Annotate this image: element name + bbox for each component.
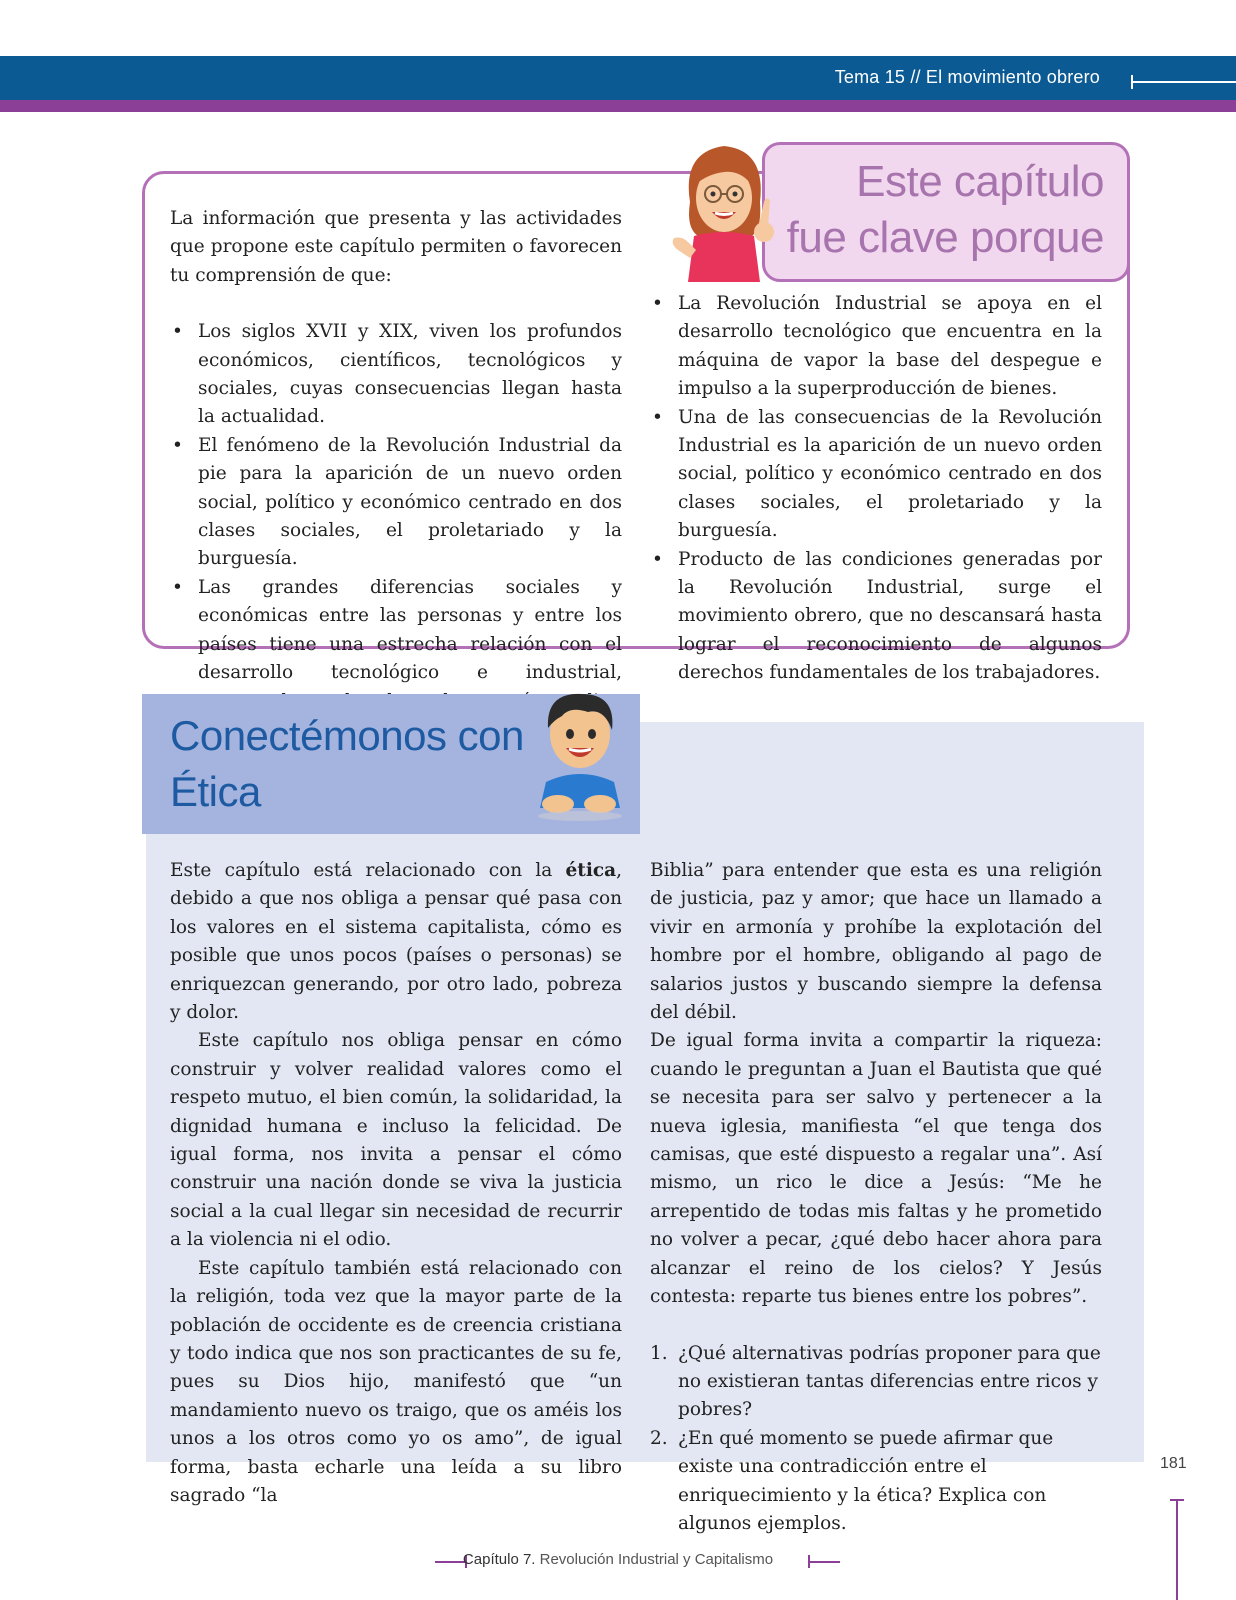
- question-text: ¿En qué momento se puede afirmar que existe una contradicción entre el enriquecimiento y la ética? Explica con algunos ejemplos.: [678, 1427, 1054, 1534]
- etica-p1-after: , debido a que nos obliga a pensar qué pasa con los valores en el sistema capitalista, cómo es posible que unos pocos (países o personas) se enriquezcan generando, por otro lado, pobreza y dolor.: [170, 860, 622, 1024]
- etica-title-line1: Conectémonos con: [170, 712, 524, 759]
- etica-paragraph-1: [170, 857, 622, 1027]
- girl-teacher-avatar-icon: [668, 132, 780, 282]
- question-item: [650, 1425, 1102, 1539]
- clave-left-column: [170, 205, 622, 716]
- etica-p1-bold: ética: [565, 860, 617, 881]
- question-text: ¿Qué alternativas podrías proponer para que no existieran tantas diferencias entre ricos y pobres?: [678, 1342, 1101, 1421]
- question-item: [650, 1340, 1102, 1425]
- page-margin-line: [1176, 1500, 1178, 1600]
- list-item: • La Revolución Industrial se apoya en el desarrollo tecnológico que encuentra en la máquina de vapor la base del despegue e impulso a la superproducción de bienes.: [650, 290, 1102, 404]
- etica-paragraph-5: De igual forma invita a compartir la riqueza: cuando le preguntan a Juan el Bautista que qué se necesita para ser salvo y pertenecer a la nueva iglesia, manifiesta “el que tenga dos camisas, que esté dispuesto a regalar una”. Así mismo, un rico le dice a Jesús: “Me he arrepentido de todas mis faltas y he prometido no volver a pecar, ¿qué debo hacer ahora para alcanzar el reino de los cielos? Y Jesús contesta: reparte tus bienes entre los pobres”.: [650, 1030, 1102, 1308]
- etica-questions: [650, 1340, 1102, 1539]
- footer-chapter-title: Revolución Industrial y Capitalismo: [535, 1551, 774, 1568]
- etica-paragraph-4: Biblia” para entender que esta es una religión de justicia, paz y amor; que hace un llamado a vivir en armonía y prohíbe la explotación del hombre por el hombre, obligando al pago de salarios justos y buscando siempre la defensa del débil.: [650, 860, 1102, 1024]
- page-number: 181: [1160, 1455, 1187, 1472]
- clave-title-line2: fue clave porque: [786, 213, 1104, 262]
- clave-right-list: [650, 290, 1102, 688]
- clave-title-line1: Este capítulo: [856, 157, 1104, 206]
- header-stripe: [0, 100, 1236, 112]
- etica-left-column: [170, 857, 622, 1510]
- list-item: • Una de las consecuencias de la Revolución Industrial es la aparición de un nuevo orden social, político y económico centrado en dos clases sociales, el proletariado y la burguesía.: [650, 404, 1102, 546]
- list-item: • Producto de las condiciones generadas por la Revolución Industrial, surge el movimiento obrero, que no descansará hasta lograr el reconocimiento de algunos derechos fundamentales de los trabajadores.: [650, 546, 1102, 688]
- question-number: 2.: [650, 1427, 668, 1449]
- list-item: • Los siglos XVII y XIX, viven los profundos económicos, científicos, tecnológicos y sociales, cuyas consecuencias llegan hasta la actualidad.: [170, 318, 622, 432]
- clave-title: [772, 154, 1104, 266]
- clave-right-column: [650, 290, 1102, 688]
- etica-paragraph-3: Este capítulo también está relacionado con la religión, toda vez que la mayor parte de la población de occidente es de creencia cristiana y todo indica que nos son practicantes de su fe, pues su Dios hijo, manifestó que “un mandamiento nuevo os traigo, que os améis los unos a los otros como yo os amo”, de igual forma, basta echarle una leída a su libro sagrado “la: [170, 1257, 622, 1506]
- boy-student-avatar-icon: [528, 686, 632, 824]
- footer-chapter-label: Capítulo 7.: [462, 1551, 536, 1568]
- etica-paragraph-2: Este capítulo nos obliga pensar en cómo construir y volver realidad valores como el respeto mutuo, el bien común, la solidaridad, la dignidad humana e incluso la felicidad. De igual forma, nos invita a pensar el cómo construir una nación donde se viva la justicia social a la cual llegar sin necesidad de recurrir a la violencia ni el odio.: [170, 1030, 622, 1251]
- question-number: 1.: [650, 1342, 668, 1364]
- list-item: • Las grandes diferencias sociales y económicas entre las personas y entre los países tiene una estrecha relación con el desarrollo tecnológico e industrial,: [170, 574, 622, 716]
- header-line: [1132, 81, 1236, 83]
- list-item: • El fenómeno de la Revolución Industrial da pie para la aparición de un nuevo orden social, político y económico centrado en dos clases sociales, el proletariado y la burguesía.: [170, 432, 622, 574]
- etica-p1-before: Este capítulo está relacionado con la: [170, 860, 566, 881]
- etica-right-column: [650, 857, 1102, 1538]
- etica-title-line2: Ética: [170, 768, 261, 815]
- clave-left-list: [170, 318, 622, 716]
- clave-intro: La información que presenta y las actividades que propone este capítulo permiten o favorecen tu comprensión de que:: [170, 208, 622, 286]
- footer-line-right: [808, 1561, 840, 1563]
- header-title: Tema 15 // El movimiento obrero: [834, 67, 1100, 87]
- etica-title: [170, 708, 550, 820]
- footer-chapter: [0, 1551, 1236, 1568]
